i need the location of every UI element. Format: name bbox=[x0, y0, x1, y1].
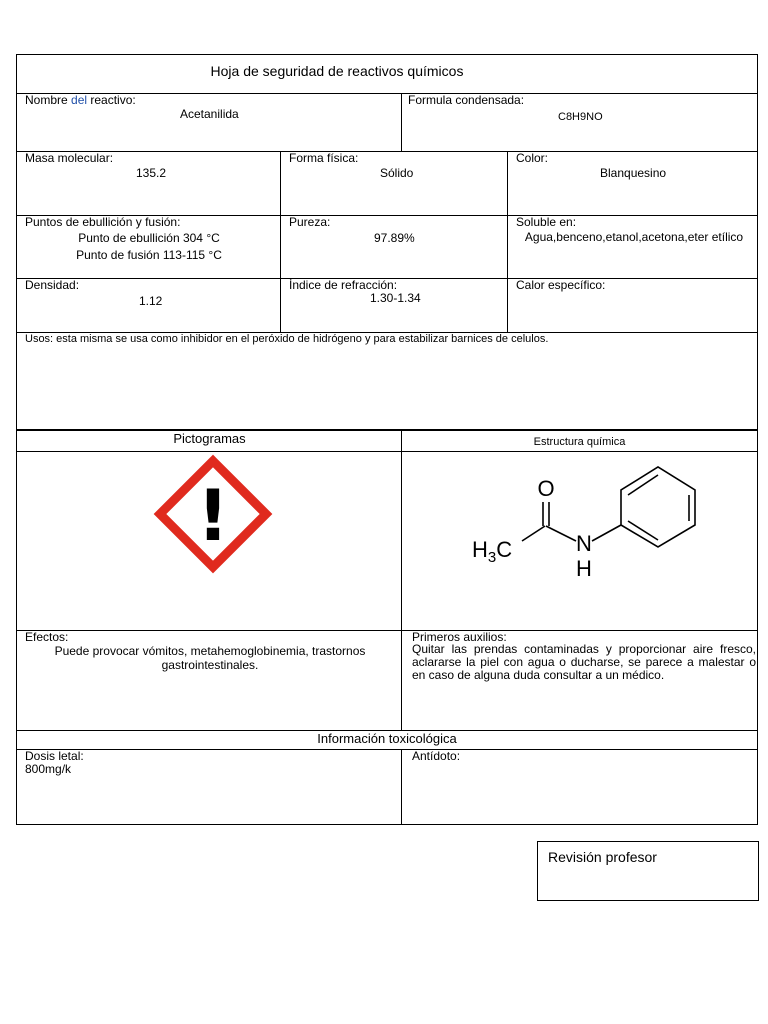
pureza-cell bbox=[281, 216, 508, 279]
estructura-label: Estructura química bbox=[533, 436, 626, 448]
refraccion-label: Índice de refracción: bbox=[289, 278, 398, 292]
antidoto-cell bbox=[402, 750, 757, 824]
ghs-exclamation-pictogram bbox=[17, 452, 402, 631]
color-value: Blanquesino bbox=[600, 166, 667, 180]
auxilios-label: Primeros auxilios: bbox=[412, 630, 507, 644]
amine-hydrogen: H bbox=[576, 556, 592, 581]
sheet-title: Hoja de seguridad de reactivos químicos bbox=[210, 63, 464, 79]
densidad-value: 1.12 bbox=[139, 294, 163, 308]
safety-sheet bbox=[16, 54, 758, 825]
pictogramas-header bbox=[17, 431, 402, 452]
structure-cell bbox=[402, 452, 757, 631]
fusion-value: Punto de fusión 113-115 °C bbox=[76, 248, 222, 262]
revision-profesor-label: Revisión profesor bbox=[548, 849, 657, 865]
reactivo-value: Acetanilida bbox=[180, 107, 239, 121]
puntos-label: Puntos de ebullición y fusión: bbox=[25, 215, 181, 229]
masa-value: 135.2 bbox=[136, 166, 167, 180]
formula-value: C8H9NO bbox=[558, 111, 603, 123]
usos-text: Usos: esta misma se usa como inhibidor en el peróxido de hidrógeno y para estabilizar barnices de celulos. bbox=[25, 333, 549, 345]
ebullicion-value: Punto de ebullición 304 °C bbox=[78, 231, 220, 245]
pureza-label: Pureza: bbox=[289, 215, 331, 229]
color-label: Color: bbox=[516, 151, 549, 165]
densidad-cell bbox=[17, 279, 281, 333]
formula-label: Formula condensada: bbox=[408, 93, 525, 107]
dosis-value: 800mg/k bbox=[25, 762, 72, 776]
forma-label: Forma física: bbox=[289, 151, 359, 165]
masa-cell bbox=[17, 152, 281, 216]
forma-value: Sólido bbox=[380, 166, 414, 180]
usos-cell bbox=[17, 333, 757, 431]
pictogramas-label: Pictogramas bbox=[173, 431, 246, 446]
puntos-cell bbox=[17, 216, 281, 279]
revision-profesor-box bbox=[537, 841, 759, 901]
soluble-cell bbox=[508, 216, 757, 279]
nitrogen-atom: N bbox=[576, 531, 592, 556]
refraccion-cell bbox=[281, 279, 508, 333]
toxicologica-header bbox=[17, 731, 757, 750]
efectos-cell bbox=[17, 631, 402, 731]
dosis-label: Dosis letal: bbox=[25, 749, 84, 763]
methyl-group: $H_3C$ bbox=[472, 537, 513, 566]
exclamation-mark-icon: ! bbox=[197, 475, 229, 557]
acetanilide-structure bbox=[402, 452, 757, 631]
refraccion-value: 1.30-1.34 bbox=[370, 291, 421, 305]
pictogram-cell bbox=[17, 452, 402, 631]
formula-cell bbox=[402, 94, 757, 152]
pureza-value: 97.89% bbox=[374, 231, 415, 245]
reactivo-label: Nombre del reactivo: bbox=[25, 93, 136, 107]
estructura-header bbox=[402, 431, 757, 452]
efectos-value: Puede provocar vómitos, metahemoglobinemia, trastornos gastrointestinales. bbox=[54, 644, 366, 672]
soluble-value: Agua,benceno,etanol,acetona,eter etílico bbox=[524, 230, 744, 244]
efectos-label: Efectos: bbox=[25, 630, 69, 644]
oxygen-atom: O bbox=[537, 476, 555, 501]
auxilios-value: Quitar las prendas contaminadas y proporcionar aire fresco, aclararse la piel con agua o ducharse, se parece a malestar o en caso de alguna duda consultar a un médico. bbox=[412, 642, 756, 682]
title-row bbox=[17, 55, 757, 94]
masa-label: Masa molecular: bbox=[25, 151, 114, 165]
reactivo-cell bbox=[17, 94, 402, 152]
auxilios-cell bbox=[402, 631, 757, 731]
dosis-cell bbox=[17, 750, 402, 824]
toxicologica-label: Información toxicológica bbox=[317, 731, 457, 746]
calor-label: Calor específico: bbox=[516, 278, 606, 292]
color-cell bbox=[508, 152, 757, 216]
densidad-label: Densidad: bbox=[25, 278, 80, 292]
soluble-label: Soluble en: bbox=[516, 215, 577, 229]
antidoto-label: Antídoto: bbox=[412, 749, 461, 763]
forma-cell bbox=[281, 152, 508, 216]
calor-cell bbox=[508, 279, 757, 333]
